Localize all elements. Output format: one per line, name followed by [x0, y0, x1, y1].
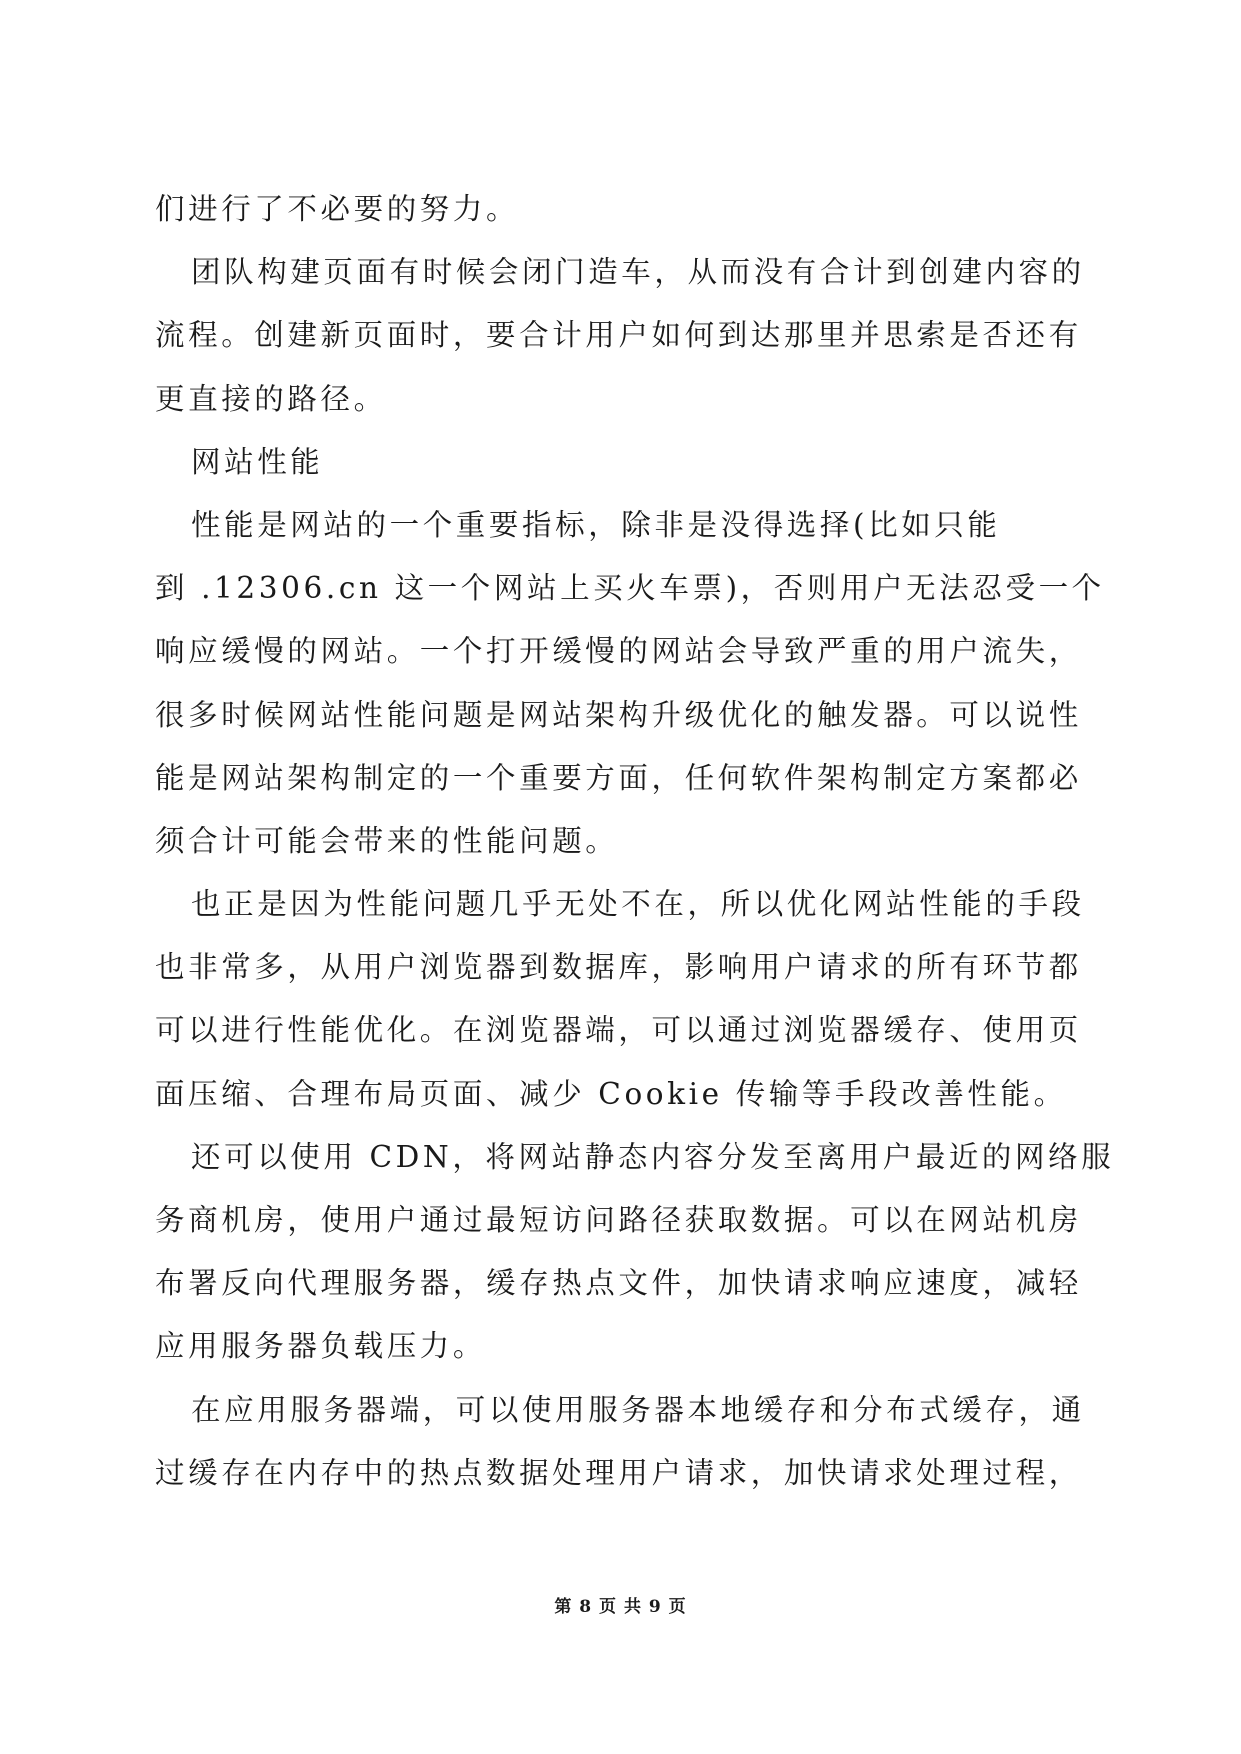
section-heading: 网站性能 [191, 444, 324, 479]
paragraph-first-line: 在应用服务器端，可以使用服务器本地缓存和分布式缓存，通 [191, 1392, 1085, 1427]
paragraph-first-line: 团队构建页面有时候会闭门造车，从而没有合计到创建内容的 [191, 255, 1085, 290]
text-line: 过缓存在内存中的热点数据处理用户请求，加快请求处理过程， [155, 1455, 1082, 1490]
text-line: 流程。创建新页面时，要合计用户如何到达那里并思索是否还有 [155, 318, 1082, 353]
text-line: 们进行了不必要的努力。 [155, 192, 520, 226]
text-line: 也非常多，从用户浏览器到数据库，影响用户请求的所有环节都 [155, 950, 1082, 985]
paragraph-first-line: 也正是因为性能问题几乎无处不在，所以优化网站性能的手段 [191, 887, 1085, 922]
text-line: 响应缓慢的网站。一个打开缓慢的网站会导致严重的用户流失， [155, 634, 1082, 669]
page-number-footer: 第 8 页 共 9 页 [554, 1597, 687, 1617]
text-line: 很多时候网站性能问题是网站架构升级优化的触发器。可以说性 [155, 697, 1082, 732]
text-line: 应用服务器负载压力。 [155, 1329, 487, 1364]
page-body [155, 178, 1115, 1505]
text-line: 能是网站架构制定的一个重要方面，任何软件架构制定方案都必 [155, 760, 1082, 795]
text-line: 更直接的路径。 [155, 381, 387, 416]
text-line: 面压缩、合理布局页面、减少 Cookie 传输等手段改善性能。 [155, 1076, 1067, 1111]
text-line: 到 .12306.cn 这一个网站上买火车票)，否则用户无法忍受一个 [155, 571, 1105, 606]
text-line: 可以进行性能优化。在浏览器端，可以通过浏览器缓存、使用页 [155, 1013, 1082, 1048]
paragraph-first-line: 性能是网站的一个重要指标，除非是没得选择(比如只能 [191, 507, 1001, 542]
text-line: 布署反向代理服务器，缓存热点文件，加快请求响应速度，减轻 [155, 1266, 1082, 1301]
text-line: 务商机房，使用户通过最短访问路径获取数据。可以在网站机房 [155, 1203, 1082, 1237]
text-line: 须合计可能会带来的性能问题。 [155, 823, 619, 858]
paragraph-first-line: 还可以使用 CDN，将网站静态内容分发至离用户最近的网络服 [191, 1139, 1115, 1174]
